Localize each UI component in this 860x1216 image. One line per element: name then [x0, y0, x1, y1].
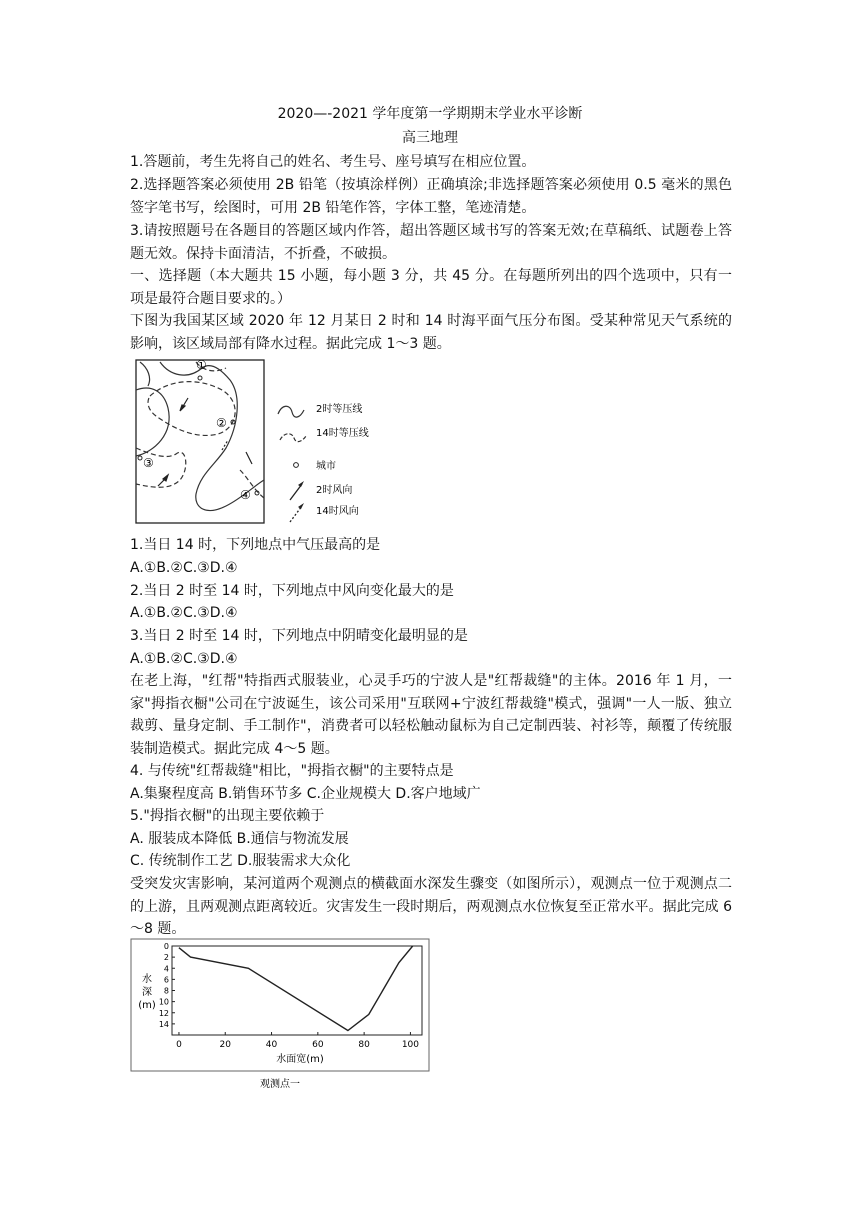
question-intro-1-3: 下图为我国某区域 2020 年 12 月某日 2 时和 14 时海平面气压分布图。受某种常见天气系统的影响，该区域局部有降水过程。据此完成 1～3 题。: [130, 313, 732, 352]
x-tick-label: 60: [312, 1040, 324, 1050]
point-2-label: ②: [216, 416, 227, 430]
y-axis-title-char: 深: [142, 987, 152, 998]
x-tick-label: 80: [358, 1040, 370, 1050]
question-5-options-cd: C. 传统制作工艺 D.服装需求大众化: [130, 853, 351, 869]
section-heading: 一、选择题（本大题共 15 小题，每小题 3 分，共 45 分。在每题所列出的四个选项中，只有一项是最符合题目要求的。）: [130, 268, 732, 307]
water-depth-chart-figure: [130, 938, 430, 1090]
question-1-options: A.①B.②C.③D.④: [130, 560, 238, 576]
x-tick-label: 40: [265, 1040, 278, 1050]
question-4-options: A.集聚程度高 B.销售环节多 C.企业规模大 D.客户地域广: [130, 786, 481, 802]
y-tick-label: 12: [158, 1008, 169, 1018]
instruction-1: 1.答题前，考生先将自己的姓名、考生号、座号填写在相应位置。: [130, 154, 536, 170]
legend-14h-wind: 14时风向: [316, 506, 359, 517]
depth-profile-line: [179, 946, 413, 1031]
y-tick-label: 4: [163, 964, 169, 974]
question-5-options-ab: A. 服装成本降低 B.通信与物流发展: [130, 831, 349, 847]
x-tick-label: 20: [219, 1040, 231, 1050]
pressure-map-figure: [130, 356, 392, 528]
exam-title: 2020—-2021 学年度第一学期期末学业水平诊断: [277, 106, 583, 122]
legend-city: 城市: [316, 461, 336, 472]
y-tick-label: 0: [163, 942, 169, 951]
pressure-map: [130, 356, 392, 528]
plot-area-frame: [172, 946, 422, 1035]
y-tick-label: 14: [158, 1019, 169, 1029]
y-axis-title: [138, 972, 156, 1011]
question-1: 1.当日 14 时，下列地点中气压最高的是: [130, 537, 381, 553]
chart-caption: 观测点一: [260, 1079, 300, 1090]
question-5: 5."拇指衣橱"的出现主要依赖于: [130, 808, 325, 824]
question-3-options: A.①B.②C.③D.④: [130, 651, 238, 667]
point-4-label: ④: [240, 488, 251, 502]
question-intro-4-5: 在老上海，"红帮"特指西式服装业，心灵手巧的宁波人是"红帮裁缝"的主体。2016 年 1 月，一家"拇指衣橱"公司在宁波诞生，该公司采用"互联网+宁波红帮裁缝"模式，强调"一人一版、独立裁剪、量身定制、手工制作"，消费者可以轻松触动鼠标为自己定制西装、衬衫等，颠覆了传统服装制造模式。据此完成 4～5 题。: [130, 673, 732, 757]
chart-outer-frame: [131, 939, 429, 1071]
x-tick-label: 100: [401, 1040, 420, 1050]
y-axis-title-char: 水: [142, 974, 152, 985]
exam-subject: 高三地理: [402, 130, 458, 146]
question-3: 3.当日 2 时至 14 时，下列地点中阴晴变化最明显的是: [130, 628, 468, 644]
instruction-3: 3.请按照题号在各题目的答题区域内作答，超出答题区域书写的答案无效;在草稿纸、试题卷上答题无效。保持卡面清洁，不折叠，不破损。: [130, 223, 732, 262]
point-1-label: ①: [196, 358, 207, 372]
legend-2h-wind: 2时风向: [316, 485, 353, 496]
x-tick-label: 0: [176, 1040, 182, 1050]
water-depth-chart: [130, 938, 430, 1090]
y-axis-title-char: (m): [138, 1000, 156, 1011]
x-axis-title: 水面宽(m): [276, 1054, 324, 1065]
instruction-2: 2.选择题答案必须使用 2B 铅笔（按填涂样例）正确填涂;非选择题答案必须使用 0.5 毫米的黑色签字笔书写，绘图时，可用 2B 铅笔作答，字体工整，笔迹清楚。: [130, 177, 732, 216]
y-tick-label: 8: [163, 986, 169, 996]
y-tick-label: 6: [163, 975, 169, 985]
y-tick-label: 2: [163, 953, 169, 963]
question-2-options: A.①B.②C.③D.④: [130, 605, 238, 621]
y-tick-label: 10: [158, 997, 169, 1007]
legend-2h-isobar: 2时等压线: [316, 404, 363, 415]
question-4: 4. 与传统"红帮裁缝"相比，"拇指衣橱"的主要特点是: [130, 763, 454, 779]
legend-14h-isobar: 14时等压线: [316, 428, 369, 439]
question-intro-6-8: 受突发灾害影响，某河道两个观测点的横截面水深发生骤变（如图所示），观测点一位于观测点二的上游，且两观测点距离较近。灾害发生一段时期后，两观测点水位恢复至正常水平。据此完成 6～8 题。: [130, 876, 732, 937]
point-3-label: ③: [143, 456, 154, 470]
question-2: 2.当日 2 时至 14 时，下列地点中风向变化最大的是: [130, 583, 454, 599]
